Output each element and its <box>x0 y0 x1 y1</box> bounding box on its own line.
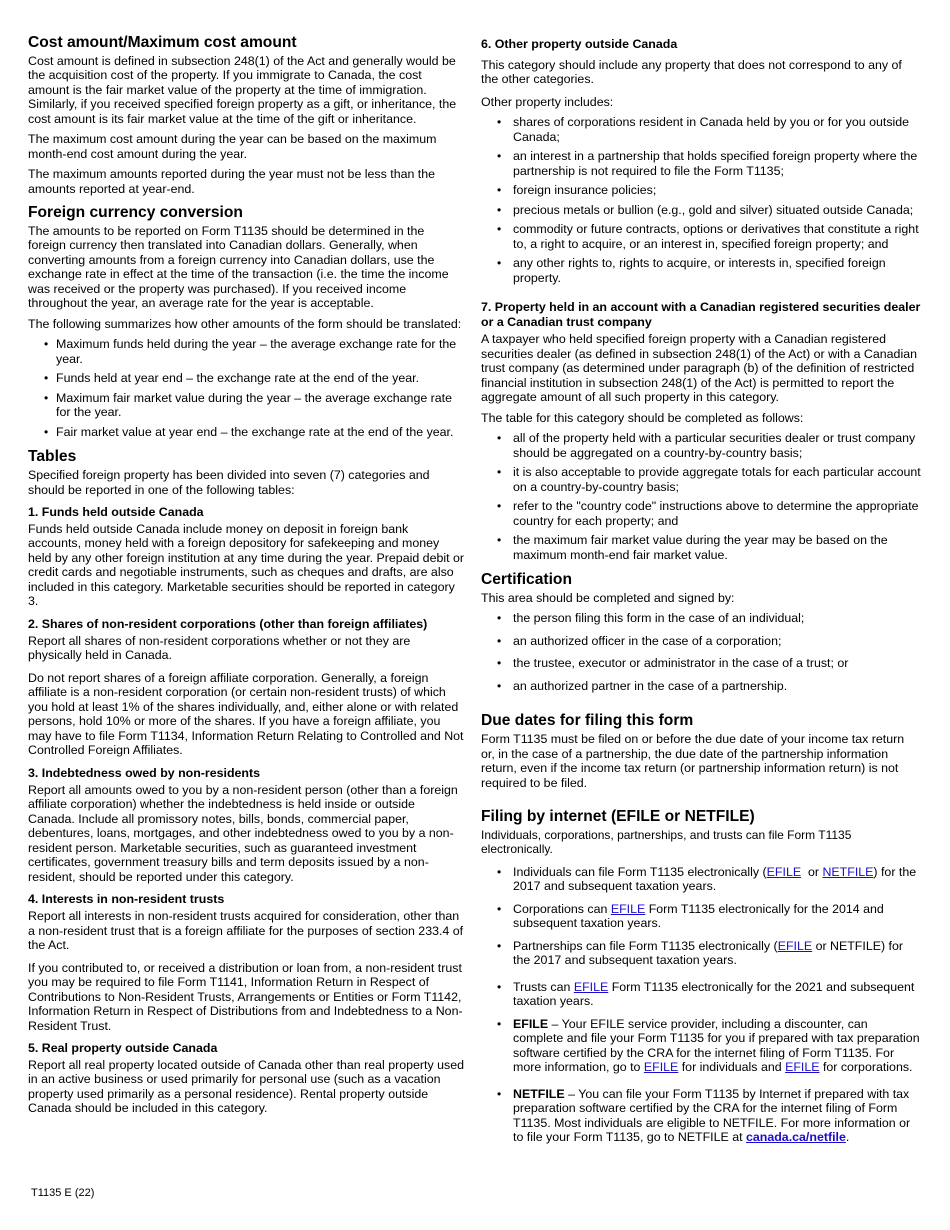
list-item: • commodity or future contracts, options or derivatives that constitute a right to, a right to acquire, or an interest in, specified foreign property; and <box>481 222 921 251</box>
heading-category-7: 7. Property held in an account with a Canadian registered securities dealer or a Canadian trust company <box>481 300 921 330</box>
efile-link[interactable]: EFILE <box>573 979 609 994</box>
left-column <box>28 34 464 1122</box>
text: Partnerships can file Form T1135 electronically ( <box>513 938 778 953</box>
list-item: • Funds held at year end – the exchange rate at the end of the year. <box>28 371 464 386</box>
category-5-para-1: Report all real property located outside of Canada other than real property used in an active business or used primarily for personal use (such as a vacation property used primarily as a personal residence). Rental property outside Canada should be included in this category. <box>28 1057 465 1116</box>
netfile-keyword: NETFILE <box>513 1086 565 1101</box>
certification-list <box>481 611 921 693</box>
list-item: • an authorized partner in the case of a partnership. <box>481 679 921 694</box>
heading-category-3: 3. Indebtedness owed by non-residents <box>28 765 261 780</box>
efile-link[interactable]: EFILE <box>766 864 802 879</box>
text: or <box>801 864 823 879</box>
efile-link[interactable]: EFILE <box>610 901 646 916</box>
list-item: • all of the property held with a particular securities dealer or trust company should be aggregated on a country-by-country basis; <box>481 431 921 460</box>
canada-netfile-link[interactable]: canada.ca/netfile <box>746 1130 846 1145</box>
list-item: • Fair market value at year end – the exchange rate at the end of the year. <box>28 425 464 440</box>
right-column <box>481 37 921 1152</box>
text: ) for the 2017 and subsequent taxation years. <box>513 864 917 894</box>
text: . <box>845 1130 850 1145</box>
heading-cost-amount: Cost amount/Maximum cost amount <box>28 34 297 51</box>
list-item: • the person filing this form in the case of an individual; <box>481 611 921 626</box>
list-item <box>481 939 921 968</box>
list-item <box>481 1087 921 1145</box>
tables-para-1: Specified foreign property has been divided into seven (7) categories and should be reported in one of the following tables: <box>28 468 430 497</box>
heading-category-2: 2. Shares of non-resident corporations (other than foreign affiliates) <box>28 616 428 631</box>
efile-individuals-link[interactable]: EFILE <box>643 1060 679 1075</box>
list-item <box>481 865 921 894</box>
category-4-para-1: Report all interests in non-resident trusts acquired for consideration, other than a non-resident trust that is a foreign affiliate for the purposes of section 233.4 of the Act. <box>28 909 464 953</box>
text: for individuals and <box>678 1060 786 1075</box>
text: – You can file your Form T1135 by Internet if prepared with tax preparation software certified by the CRA for the internet filing of Form T1135. Most individuals are eligible to NETFILE. For more information or to file your Form T1135, go to NETFILE at <box>513 1086 911 1145</box>
list-item: • precious metals or bullion (e.g., gold and silver) situated outside Canada; <box>481 203 921 218</box>
category-7-para-1: A taxpayer who held specified foreign property with a Canadian registered securities dealer (as defined in subsection 248(1) of the Act) or with a Canadian trust company (as determined under paragraph (b) of the definition of restricted financial institution in subsection 248(1) of the Act) is permitted to report the aggregate amount of all such property in this category. <box>481 332 917 405</box>
heading-certification: Certification <box>481 571 572 589</box>
list-item <box>481 980 921 1009</box>
text: Trusts can <box>513 979 574 994</box>
category-3-para-1: Report all amounts owed to you by a non-resident person (other than a foreign affiliate corporation) whether the indebtedness is held inside or outside Canada. Include all promissory notes, bills, bonds, commercial paper, debentures, loans, mortgages, and other indebtedness owed to you by a non-resident person. Marketable securities, such as guaranteed investment certificates, government treasury bills and term deposits issued by a non-resident, should be reported under this category. <box>28 782 458 884</box>
internet-intro: Individuals, corporations, partnerships, and trusts can file Form T1135 electronically. <box>481 827 852 856</box>
text: Form T1135 electronically for the 2014 and subsequent taxation years. <box>513 901 884 931</box>
text: – Your EFILE service provider, including a discounter, can complete and file your Form T1135 for you if prepared with tax preparation software certified by the CRA for the internet filing of Form T1135. For more information, go to <box>513 1016 920 1075</box>
cost-para-2: The maximum cost amount during the year can be based on the maximum month-end cost amount during the year. <box>28 132 437 161</box>
list-item: • Maximum fair market value during the year – the average exchange rate for the year. <box>28 391 464 420</box>
category-2-para-2: Do not report shares of a foreign affiliate corporation. Generally, a foreign affiliate is a non-resident corporation (or certain non-resident trusts) of which you hold at least 1% of the shares individually, and, either alone or with related persons, hold 10% or more of the shares. If you have a foreign affiliate, you may have to file Form T1134, Information Return Relating to Controlled and Not Controlled Foreign Affiliates. <box>28 670 464 758</box>
category-4-para-2: If you contributed to, or received a distribution or loan from, a non-resident trust you may be required to file Form T1141, Information Return in Respect of Contributions to Non-Resident Trusts, Arrangements or Entities or Form T1142, Information Return in Respect of Distributions from and Indebtedness to a Non-Resident Trust. <box>28 960 463 1033</box>
certification-para-1: This area should be completed and signed by: <box>481 590 735 605</box>
category-7-list <box>481 431 921 562</box>
form-identifier: T1135 E (22) <box>31 1187 95 1199</box>
list-item: • shares of corporations resident in Canada held by you or for you outside Canada; <box>481 115 921 144</box>
category-6-para-1: This category should include any property that does not correspond to any of the other categories. <box>481 57 902 87</box>
category-6-para-2: Other property includes: <box>481 94 614 109</box>
list-item: • any other rights to, rights to acquire, or interests in, specified foreign property. <box>481 256 921 285</box>
heading-category-5: 5. Real property outside Canada <box>28 1041 218 1056</box>
text: Corporations can <box>513 901 611 916</box>
list-item: • it is also acceptable to provide aggregate totals for each particular account on a country-by-country basis; <box>481 465 921 494</box>
list-item: • an authorized officer in the case of a corporation; <box>481 634 921 649</box>
heading-category-1: 1. Funds held outside Canada <box>28 505 204 520</box>
text: or NETFILE) for the 2017 and subsequent taxation years. <box>513 938 904 968</box>
heading-filing-by-internet: Filing by internet (EFILE or NETFILE) <box>481 808 755 826</box>
list-item <box>481 1017 921 1075</box>
other-property-list <box>481 115 921 285</box>
text: for corporations. <box>819 1060 913 1075</box>
efile-keyword: EFILE <box>513 1016 549 1031</box>
cost-para-1: Cost amount is defined in subsection 248(1) of the Act and generally would be the acquisition cost of the property. If you immigrate to Canada, the cost amount is the fair market value of the property at the time of immigration. Similarly, if you received specified foreign property as a gift, or inheritance, the cost amount is its fair market value at the time of the gift or inheritance. <box>28 53 457 126</box>
list-item: • an interest in a partnership that holds specified foreign property where the partnership is not required to file the Form T1135; <box>481 149 921 178</box>
heading-due-dates: Due dates for filing this form <box>481 712 694 730</box>
cost-para-3: The maximum amounts reported during the year must not be less than the amounts reported at year-end. <box>28 167 436 196</box>
heading-tables: Tables <box>28 448 77 466</box>
category-2-para-1: Report all shares of non-resident corporations whether or not they are physically held in Canada. <box>28 633 411 663</box>
category-7-para-2: The table for this category should be completed as follows: <box>481 410 804 425</box>
heading-foreign-currency: Foreign currency conversion <box>28 204 243 222</box>
list-item: • the trustee, executor or administrator in the case of a trust; or <box>481 656 921 671</box>
heading-category-6: 6. Other property outside Canada <box>481 37 678 51</box>
efile-corporations-link[interactable]: EFILE <box>785 1060 820 1075</box>
list-item: • the maximum fair market value during the year may be based on the maximum month-end fair market value. <box>481 533 921 562</box>
due-dates-para-1: Form T1135 must be filed on or before the due date of your income tax return or, in the case of a partnership, the due date of the partnership information return, even if the income tax return (or partnership information return) is not required to be filed. <box>481 732 905 790</box>
efile-link[interactable]: EFILE <box>777 938 813 953</box>
internet-list <box>481 865 921 1145</box>
currency-list <box>28 337 464 439</box>
list-item <box>481 902 921 931</box>
netfile-link[interactable]: NETFILE <box>822 864 874 879</box>
list-item: • foreign insurance policies; <box>481 183 921 198</box>
list-item: • refer to the "country code" instructions above to determine the appropriate country for each property; and <box>481 499 921 528</box>
currency-para-1: The amounts to be reported on Form T1135 should be determined in the foreign currency then translated into Canadian dollars. Generally, when converting amounts from a foreign currency into Canadian dollars, use the exchange rate in effect at the time of the transaction (i.e. the time the income was received or the property was purchased). If you received income throughout the year, an average rate for the year is acceptable. <box>28 223 449 311</box>
text: Form T1135 electronically for the 2021 and subsequent taxation years. <box>513 979 915 1009</box>
category-1-para-1: Funds held outside Canada include money on deposit in foreign bank accounts, money held with a foreign depository for safekeeping and money held by any other foreign institution at any time during the year. Prepaid debit or credit cards and negotiable instruments, such as cheques and drafts, are also included in this category. Marketable securities should be reported in category 3. <box>28 521 465 609</box>
heading-category-4: 4. Interests in non-resident trusts <box>28 892 225 907</box>
text: Individuals can file Form T1135 electronically ( <box>513 864 767 879</box>
list-item: • Maximum funds held during the year – the average exchange rate for the year. <box>28 337 464 366</box>
currency-para-2: The following summarizes how other amounts of the form should be translated: <box>28 316 462 331</box>
